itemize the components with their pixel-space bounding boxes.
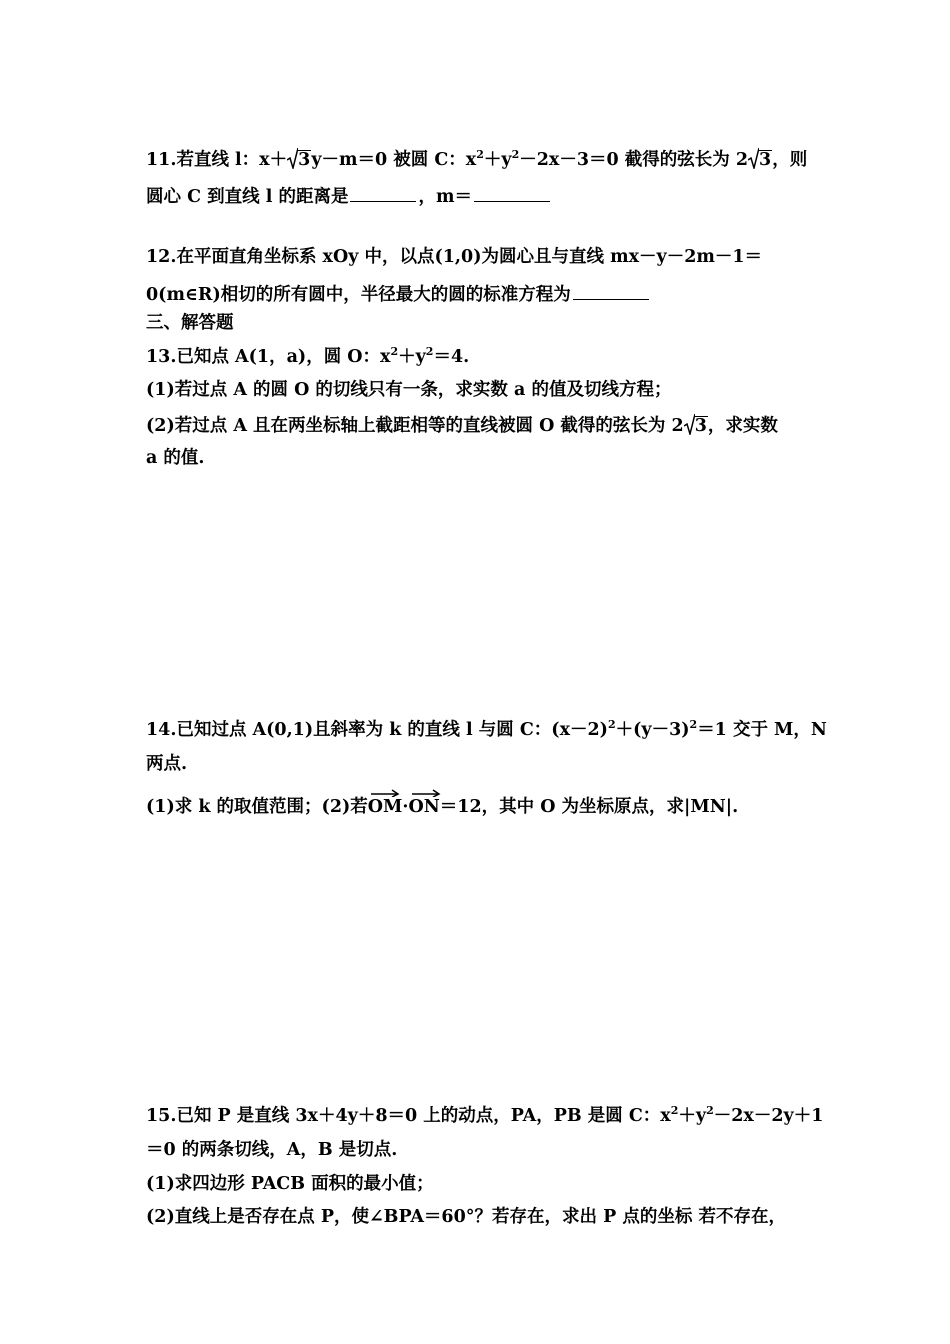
q12-line2: 0(m∈R)相切的所有圆中，半径最大的圆的标准方程为: [146, 282, 651, 305]
q15-line2: ＝0 的两条切线，A，B 是切点.: [146, 1140, 398, 1160]
vector-om: OM: [368, 799, 403, 817]
section-heading: 三、解答题: [146, 313, 234, 333]
vector-on: ON: [409, 799, 440, 817]
q13-line4: a 的值.: [146, 448, 205, 468]
answer-blank[interactable]: [350, 184, 416, 202]
q15-line3: (1)求四边形 PACB 面积的最小值；: [146, 1174, 434, 1194]
vector-arrow-icon: [370, 789, 400, 797]
q14-line3: (1)求 k 的取值范围；(2)若 OM· ON＝12，其中 O 为坐标原点，求|MN|.: [146, 799, 738, 817]
answer-blank[interactable]: [474, 184, 550, 202]
q15-line4: (2)直线上是否存在点 P，使∠BPA＝60°？若存在，求出 P 点的坐标 若不存在，: [146, 1207, 786, 1227]
q14-line2: 两点.: [146, 754, 188, 774]
q12-line1: 12.在平面直角坐标系 xOy 中，以点(1,0)为圆心且与直线 mx－y－2m－1＝: [146, 247, 763, 267]
q15-line1: 15.已知 P 是直线 3x＋4y＋8＝0 上的动点，PA，PB 是圆 C：$x^2+y^2-2x-2y+1$: [146, 1104, 824, 1126]
sqrt-symbol: 3: [684, 416, 708, 436]
sqrt-symbol: 3: [748, 150, 772, 170]
q13-line3: (2)若过点 A 且在两坐标轴上截距相等的直线被圆 O 截得的弦长为 2 3，求实数: [146, 416, 778, 436]
sqrt-symbol: 3: [287, 150, 311, 170]
q11-line1: 11.若直线 l：x＋ 3y－m＝0 被圆 C：$x^2+y^2-2x-3=0$ 截得的弦长为 2 3，则: [146, 148, 808, 170]
q11-text: 11.若直线 l：x＋: [146, 150, 288, 170]
q14-line1: 14.已知过点 A(0,1)且斜率为 k 的直线 l 与圆 C：$(x-2)^2+(y-3)^2=1$ 交于 M，N: [146, 718, 827, 740]
answer-blank[interactable]: [573, 282, 649, 300]
q13-line1: 13.已知点 A(1，a)，圆 O：$x^2+y^2=4$.: [146, 345, 470, 367]
q13-line2: (1)若过点 A 的圆 O 的切线只有一条，求实数 a 的值及切线方程；: [146, 380, 672, 400]
vector-arrow-icon: [411, 789, 441, 797]
q11-line2: 圆心 C 到直线 l 的距离是 ，m＝: [146, 184, 552, 207]
